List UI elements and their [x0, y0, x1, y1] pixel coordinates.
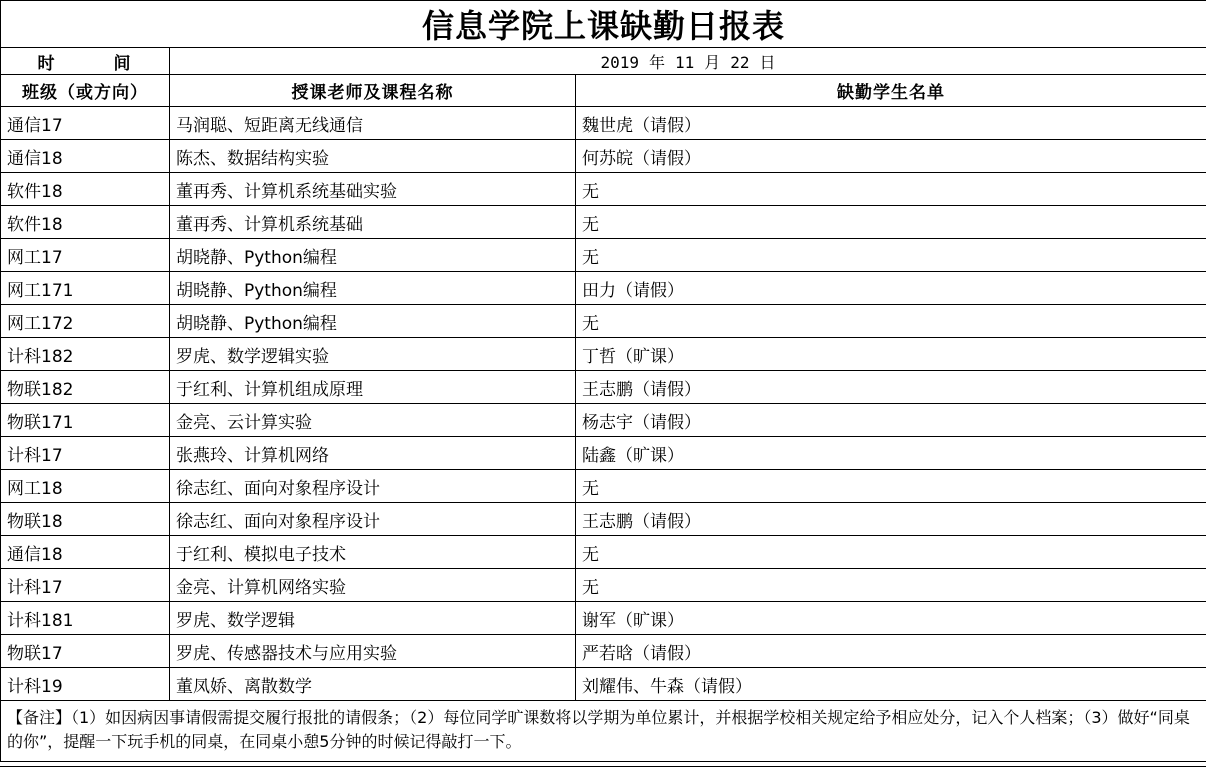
course-cell: 徐志红、面向对象程序设计: [170, 503, 576, 536]
course-cell: 胡晓静、Python编程: [170, 239, 576, 272]
table-row: [1, 338, 1206, 371]
course-cell: 马润聪、短距离无线通信: [170, 107, 576, 140]
absent-cell: 王志鹏（请假）: [576, 503, 1206, 536]
absent-cell: 无: [576, 470, 1206, 503]
table-row: [1, 173, 1206, 206]
table-row: [1, 503, 1206, 536]
course-cell: 于红利、模拟电子技术: [170, 536, 576, 569]
course-cell: 金亮、计算机网络实验: [170, 569, 576, 602]
time-label: 时 间: [1, 48, 170, 75]
table-row: [1, 206, 1206, 239]
course-cell: 董再秀、计算机系统基础实验: [170, 173, 576, 206]
class-cell: 网工172: [1, 305, 170, 338]
course-cell: 胡晓静、Python编程: [170, 272, 576, 305]
absent-cell: 严若晗（请假）: [576, 635, 1206, 668]
course-cell: 罗虎、传感器技术与应用实验: [170, 635, 576, 668]
table-row: [1, 404, 1206, 437]
date-day-unit: 日: [759, 52, 776, 72]
header-row: [1, 75, 1206, 107]
absent-cell: 王志鹏（请假）: [576, 371, 1206, 404]
class-cell: 软件18: [1, 206, 170, 239]
course-cell: 金亮、云计算实验: [170, 404, 576, 437]
table-row: [1, 470, 1206, 503]
absent-cell: 何苏皖（请假）: [576, 140, 1206, 173]
table-row: [1, 569, 1206, 602]
table-row: [1, 635, 1206, 668]
absent-cell: 陆鑫（旷课）: [576, 437, 1206, 470]
header-teacher-course: 授课老师及课程名称: [170, 75, 576, 107]
table-row: [1, 371, 1206, 404]
course-cell: 罗虎、数学逻辑实验: [170, 338, 576, 371]
class-cell: 网工171: [1, 272, 170, 305]
absent-cell: 无: [576, 206, 1206, 239]
course-cell: 徐志红、面向对象程序设计: [170, 470, 576, 503]
course-cell: 陈杰、数据结构实验: [170, 140, 576, 173]
table-row: [1, 305, 1206, 338]
report-date: [170, 48, 1206, 75]
table-row: [1, 602, 1206, 635]
absent-cell: 丁哲（旷课）: [576, 338, 1206, 371]
date-month: 11: [675, 52, 695, 72]
class-cell: 计科19: [1, 668, 170, 701]
header-class: 班级（或方向）: [1, 75, 170, 107]
class-cell: 物联182: [1, 371, 170, 404]
table-row: [1, 536, 1206, 569]
course-cell: 罗虎、数学逻辑: [170, 602, 576, 635]
table-row: [1, 239, 1206, 272]
bottom-border: [0, 766, 1206, 767]
course-cell: 董再秀、计算机系统基础: [170, 206, 576, 239]
absent-cell: 无: [576, 536, 1206, 569]
class-cell: 计科181: [1, 602, 170, 635]
absent-cell: 无: [576, 239, 1206, 272]
report-title: 信息学院上课缺勤日报表: [1, 1, 1206, 48]
class-cell: 计科182: [1, 338, 170, 371]
absent-cell: 无: [576, 569, 1206, 602]
absent-cell: 无: [576, 173, 1206, 206]
class-cell: 物联18: [1, 503, 170, 536]
header-absent-students: 缺勤学生名单: [576, 75, 1206, 107]
table-row: [1, 668, 1206, 701]
title-row: [1, 1, 1206, 48]
absent-cell: 杨志宇（请假）: [576, 404, 1206, 437]
class-cell: 物联17: [1, 635, 170, 668]
table-row: [1, 140, 1206, 173]
class-cell: 网工18: [1, 470, 170, 503]
note-row: [1, 701, 1206, 762]
course-cell: 胡晓静、Python编程: [170, 305, 576, 338]
class-cell: 物联171: [1, 404, 170, 437]
absent-cell: 刘耀伟、牛森（请假）: [576, 668, 1206, 701]
absent-cell: 无: [576, 305, 1206, 338]
date-year-unit: 年: [648, 52, 665, 72]
class-cell: 计科17: [1, 569, 170, 602]
class-cell: 通信18: [1, 536, 170, 569]
class-cell: 计科17: [1, 437, 170, 470]
table-row: [1, 107, 1206, 140]
course-cell: 张燕玲、计算机网络: [170, 437, 576, 470]
class-cell: 通信17: [1, 107, 170, 140]
report-note: 【备注】（1）如因病因事请假需提交履行报批的请假条；（2）每位同学旷课数将以学期为单位累计，并根据学校相关规定给予相应处分，记入个人档案；（3）做好“同桌的你”，提醒一下玩手机的同桌，在同桌小憩5分钟的时候记得敲打一下。: [1, 701, 1206, 762]
course-cell: 董凤娇、离散数学: [170, 668, 576, 701]
class-cell: 通信18: [1, 140, 170, 173]
table-row: [1, 437, 1206, 470]
class-cell: 软件18: [1, 173, 170, 206]
date-day: 22: [730, 52, 750, 72]
class-cell: 网工17: [1, 239, 170, 272]
time-row: [1, 48, 1206, 75]
absent-cell: 魏世虎（请假）: [576, 107, 1206, 140]
course-cell: 于红利、计算机组成原理: [170, 371, 576, 404]
absent-cell: 田力（请假）: [576, 272, 1206, 305]
date-year: 2019: [600, 52, 639, 72]
date-month-unit: 月: [704, 52, 721, 72]
table-row: [1, 272, 1206, 305]
absent-cell: 谢军（旷课）: [576, 602, 1206, 635]
